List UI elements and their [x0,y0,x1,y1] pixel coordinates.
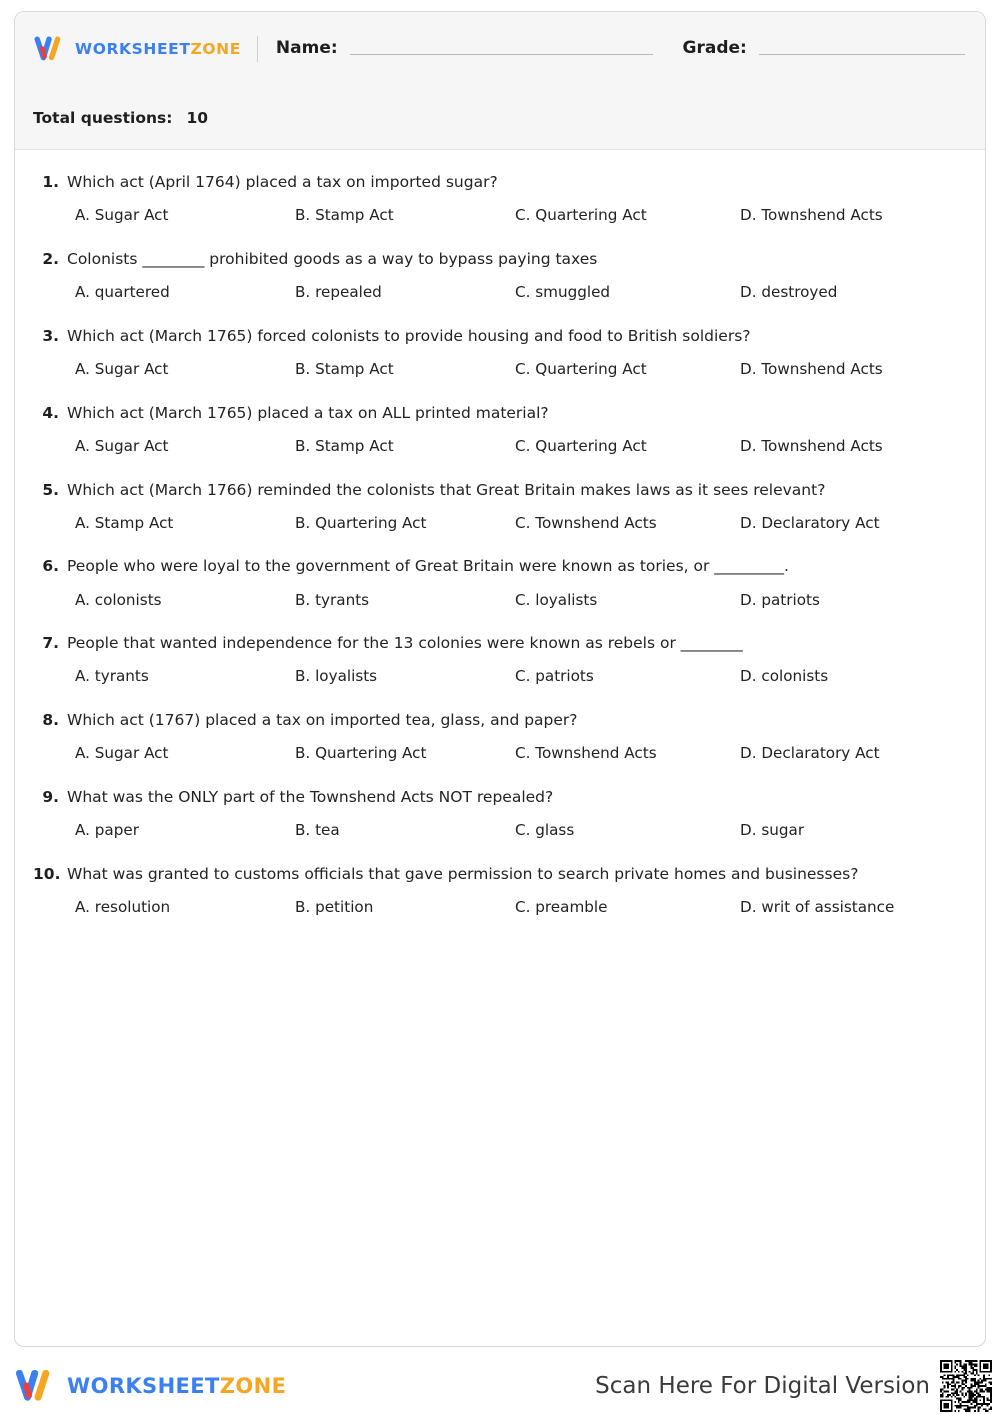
footer-brand-name-part2: ZONE [219,1373,287,1398]
question-options [33,437,965,457]
question-prompt [33,864,965,884]
question-text: Which act (March 1765) forced colonists to provide housing and food to British soldiers? [67,326,751,345]
footer-brand-name [67,1374,286,1398]
grade-input-line[interactable] [759,54,965,55]
option-a[interactable]: A. Sugar Act [75,206,169,225]
option-d[interactable]: D. Declaratory Act [740,513,880,532]
option-a[interactable]: A. resolution [75,898,171,917]
option-c[interactable]: C. preamble [515,898,608,917]
name-field[interactable] [275,37,653,59]
total-questions-row [15,86,985,149]
option-b[interactable]: B. repealed [295,283,382,302]
option-c[interactable]: C. Quartering Act [515,436,647,455]
option-c[interactable]: C. smuggled [515,283,611,302]
option-a[interactable]: A. Sugar Act [75,744,169,763]
question-item [33,326,965,380]
question-number: 10. [33,865,61,884]
questions-list [15,150,985,918]
option-a[interactable]: A. quartered [75,283,170,302]
option-b[interactable]: B. Stamp Act [295,359,394,378]
question-text: Which act (March 1765) placed a tax on ALL printed material? [67,403,549,422]
question-text: What was granted to customs officials that gave permission to search private homes and businesses? [67,865,859,884]
worksheet-zone-w-logo-icon [14,1369,58,1403]
question-options [33,591,965,611]
option-a[interactable]: A. tyrants [75,667,149,686]
worksheet-header [15,12,985,150]
question-number: 3. [42,326,59,345]
option-d[interactable]: D. colonists [740,667,829,686]
question-number: 1. [42,173,59,191]
question-options [33,667,965,687]
name-input-line[interactable] [350,54,653,55]
qr-code-icon[interactable] [940,1360,992,1412]
option-a[interactable]: A. paper [75,821,139,840]
footer-brand-name-part1: WORKSHEET [67,1373,220,1398]
question-options [33,821,965,841]
name-label: Name: [275,37,338,58]
option-d[interactable]: D. sugar [740,821,805,840]
option-c[interactable]: C. Quartering Act [515,359,647,378]
option-c[interactable]: C. Townshend Acts [515,513,657,532]
question-prompt [33,710,965,730]
option-b[interactable]: B. tyrants [295,590,370,609]
question-prompt [33,556,965,576]
option-d[interactable]: D. Townshend Acts [740,436,883,455]
question-prompt [33,787,965,807]
option-a[interactable]: A. Sugar Act [75,436,169,455]
question-item [33,864,965,918]
worksheet-zone-w-logo-icon [33,36,67,62]
option-c[interactable]: C. loyalists [515,590,598,609]
question-prompt [33,326,965,346]
question-text: Which act (March 1766) reminded the colonists that Great Britain makes laws as it sees relevant? [67,480,826,499]
question-number: 2. [42,249,59,268]
question-item [33,787,965,841]
scan-prompt-text: Scan Here For Digital Version [595,1372,930,1399]
option-c[interactable]: C. glass [515,821,575,840]
question-text: Colonists ________ prohibited goods as a way to bypass paying taxes [67,249,598,268]
question-item [33,403,965,457]
option-b[interactable]: B. loyalists [295,667,378,686]
option-c[interactable]: C. patriots [515,667,594,686]
option-b[interactable]: B. Stamp Act [295,206,394,225]
question-number: 6. [42,557,59,576]
question-options [33,206,965,226]
footer-scan-group [595,1360,992,1412]
question-prompt [33,403,965,423]
question-prompt [33,633,965,653]
option-d[interactable]: D. patriots [740,590,820,609]
question-text: What was the ONLY part of the Townshend Acts NOT repealed? [67,788,554,807]
question-item [33,633,965,687]
footer-brand-logo[interactable] [14,1369,286,1403]
header-divider [257,36,258,62]
option-b[interactable]: B. Quartering Act [295,513,427,532]
option-b[interactable]: B. petition [295,898,374,917]
question-text: People that wanted independence for the 13 colonies were known as rebels or ________ [67,634,743,653]
header-top-row [15,12,985,86]
grade-label: Grade: [682,37,747,58]
question-options [33,360,965,380]
page-footer [0,1357,1000,1414]
option-d[interactable]: D. Townshend Acts [740,206,883,225]
brand-name-part2: ZONE [190,40,241,58]
option-b[interactable]: B. tea [295,821,340,840]
question-number: 4. [42,403,59,422]
question-options [33,898,965,918]
option-d[interactable]: D. Declaratory Act [740,744,880,763]
option-c[interactable]: C. Quartering Act [515,206,647,225]
option-b[interactable]: B. Stamp Act [295,436,394,455]
question-item [33,249,965,303]
question-number: 8. [42,711,59,730]
question-item [33,480,965,534]
option-a[interactable]: A. Stamp Act [75,513,174,532]
option-a[interactable]: A. colonists [75,590,162,609]
total-questions-label: Total questions: [33,108,173,127]
option-b[interactable]: B. Quartering Act [295,744,427,763]
option-c[interactable]: C. Townshend Acts [515,744,657,763]
question-options [33,514,965,534]
option-d[interactable]: D. writ of assistance [740,898,895,917]
brand-name-part1: WORKSHEET [75,40,191,58]
question-prompt [33,480,965,500]
question-text: Which act (1767) placed a tax on imported tea, glass, and paper? [67,711,578,730]
question-number: 7. [42,634,59,653]
question-text: Which act (April 1764) placed a tax on imported sugar? [67,173,498,191]
question-item [33,172,965,226]
question-number: 9. [42,788,59,807]
question-options [33,744,965,764]
brand-name [75,40,241,58]
option-d[interactable]: D. Townshend Acts [740,359,883,378]
option-a[interactable]: A. Sugar Act [75,359,169,378]
grade-field[interactable] [682,37,965,59]
option-d[interactable]: D. destroyed [740,283,838,302]
question-options [33,283,965,303]
question-number: 5. [42,480,59,499]
worksheet-card [14,11,986,1347]
total-questions-value: 10 [186,108,209,127]
question-item [33,556,965,610]
question-text: People who were loyal to the government of Great Britain were known as tories, or _________. [67,557,789,576]
question-item [33,710,965,764]
brand-logo [33,36,241,62]
question-prompt [33,249,965,269]
question-prompt [33,172,965,192]
